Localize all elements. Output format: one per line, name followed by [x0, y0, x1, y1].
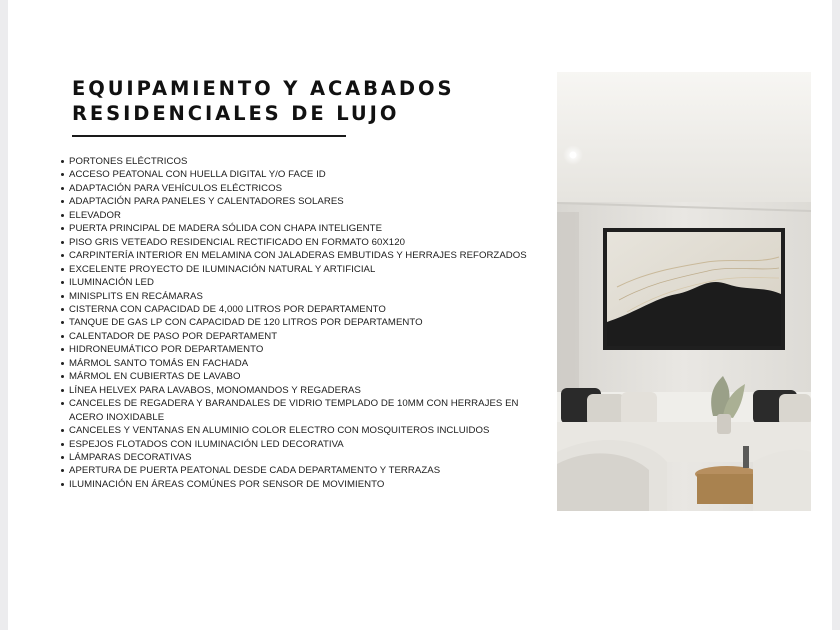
feature-item: MINISPLITS EN RECÁMARAS	[61, 290, 551, 303]
features-list	[61, 155, 551, 491]
feature-item: CALENTADOR DE PASO POR DEPARTAMENT	[61, 330, 551, 343]
feature-item: HIDRONEUMÁTICO POR DEPARTAMENTO	[61, 343, 551, 356]
feature-item: ACCESO PEATONAL CON HUELLA DIGITAL Y/O FACE ID	[61, 168, 551, 181]
feature-item: ILUMINACIÓN EN ÁREAS COMÚNES POR SENSOR DE MOVIMIENTO	[61, 478, 551, 491]
title-line-1: EQUIPAMIENTO Y ACABADOS	[72, 77, 455, 100]
feature-item: TANQUE DE GAS LP CON CAPACIDAD DE 120 LITROS POR DEPARTAMENTO	[61, 316, 551, 329]
feature-item: ADAPTACIÓN PARA PANELES Y CALENTADORES SOLARES	[61, 195, 551, 208]
feature-item: EXCELENTE PROYECTO DE ILUMINACIÓN NATURAL Y ARTIFICIAL	[61, 263, 551, 276]
feature-item: CANCELES Y VENTANAS EN ALUMINIO COLOR ELECTRO CON MOSQUITEROS INCLUIDOS	[61, 424, 551, 437]
living-room-illustration	[557, 72, 811, 511]
living-room-photo	[557, 72, 811, 511]
feature-item: MÁRMOL EN CUBIERTAS DE LAVABO	[61, 370, 551, 383]
document-page	[8, 0, 832, 630]
feature-item: APERTURA DE PUERTA PEATONAL DESDE CADA DEPARTAMENTO Y TERRAZAS	[61, 464, 551, 477]
feature-item: ELEVADOR	[61, 209, 551, 222]
feature-item: LÁMPARAS DECORATIVAS	[61, 451, 551, 464]
feature-item: ILUMINACIÓN LED	[61, 276, 551, 289]
feature-item: PUERTA PRINCIPAL DE MADERA SÓLIDA CON CHAPA INTELIGENTE	[61, 222, 551, 235]
title-underline	[72, 135, 346, 137]
feature-item: CARPINTERÍA INTERIOR EN MELAMINA CON JALADERAS EMBUTIDAS Y HERRAJES REFORZADOS	[61, 249, 551, 262]
feature-item: LÍNEA HELVEX PARA LAVABOS, MONOMANDOS Y REGADERAS	[61, 384, 551, 397]
feature-item: CISTERNA CON CAPACIDAD DE 4,000 LITROS POR DEPARTAMENTO	[61, 303, 551, 316]
feature-item: ADAPTACIÓN PARA VEHÍCULOS ELÉCTRICOS	[61, 182, 551, 195]
feature-item: ESPEJOS FLOTADOS CON ILUMINACIÓN LED DECORATIVA	[61, 438, 551, 451]
page-title	[72, 76, 454, 126]
feature-item: CANCELES DE REGADERA Y BARANDALES DE VIDRIO TEMPLADO DE 10MM CON HERRAJES EN ACERO INOXIDABLE	[61, 397, 551, 424]
feature-item: MÁRMOL SANTO TOMÁS EN FACHADA	[61, 357, 551, 370]
feature-item: PORTONES ELÉCTRICOS	[61, 155, 551, 168]
title-line-2: RESIDENCIALES DE LUJO	[72, 102, 400, 125]
feature-item: PISO GRIS VETEADO RESIDENCIAL RECTIFICADO EN FORMATO 60X120	[61, 236, 551, 249]
